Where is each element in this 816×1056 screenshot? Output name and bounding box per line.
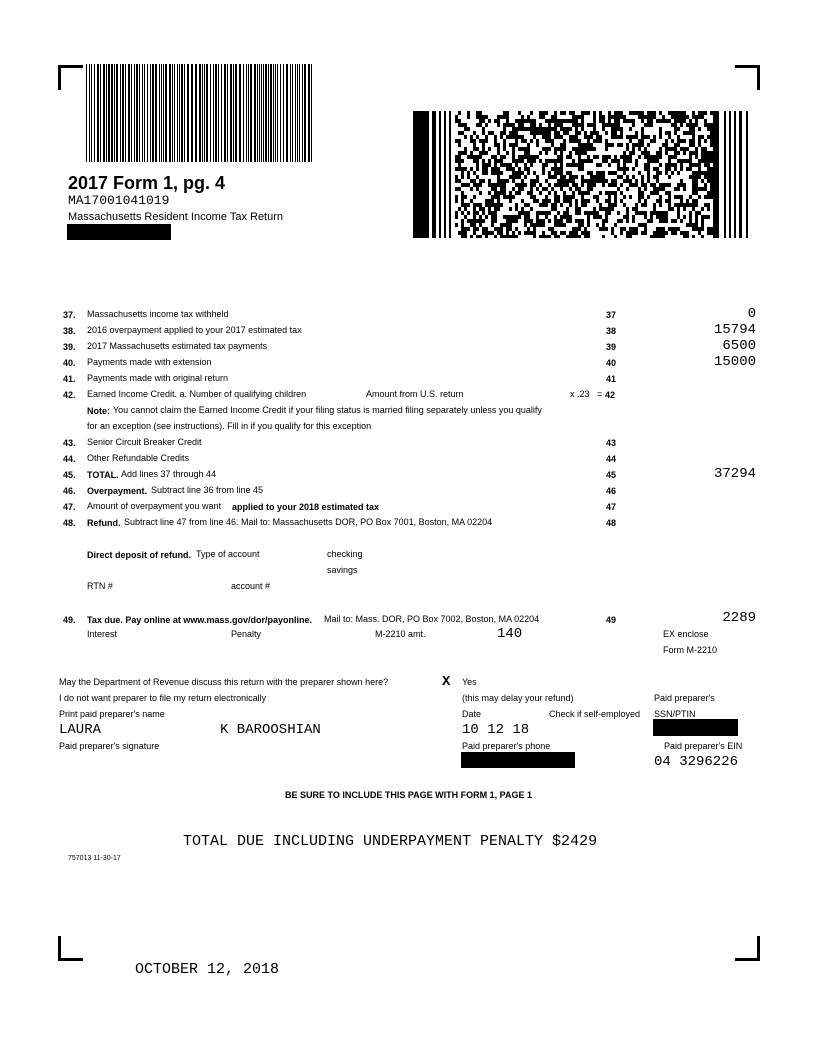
line-40-amount[interactable]: 15000: [713, 354, 756, 370]
yes-checkbox-mark[interactable]: X: [442, 674, 451, 690]
account-label: account #: [231, 581, 271, 591]
redaction-box: [67, 224, 171, 240]
preparer-date[interactable]: 10 12 18: [462, 722, 530, 738]
corner-mark-bottom-right: [735, 936, 760, 961]
barcode: [86, 64, 316, 162]
2d-barcode: [413, 111, 750, 238]
checking-option[interactable]: checking: [327, 549, 363, 559]
corner-mark-top-left: [58, 65, 83, 90]
line-45-amount[interactable]: 37294: [713, 466, 756, 482]
phone-redaction: [461, 752, 575, 768]
m2210-amount[interactable]: 140: [497, 626, 523, 642]
preparer-first-name[interactable]: LAURA: [59, 722, 102, 738]
form-title: 2017 Form 1, pg. 4: [68, 173, 226, 193]
form-code: 757013 11-30-17: [68, 855, 121, 862]
form-subtitle: Massachusetts Resident Income Tax Return: [68, 211, 284, 223]
total-due-line: TOTAL DUE INCLUDING UNDERPAYMENT PENALTY $2429: [183, 833, 598, 850]
preparer-ein[interactable]: 04 3296226: [654, 754, 739, 770]
line-49-amount[interactable]: 2289: [722, 610, 756, 626]
savings-option[interactable]: savings: [327, 565, 358, 575]
corner-mark-bottom-left: [58, 936, 83, 961]
line-39-amount[interactable]: 6500: [722, 338, 756, 354]
rtn-label: RTN #: [87, 581, 113, 591]
form-id: MA17001041019: [68, 193, 170, 208]
corner-mark-top-right: [735, 65, 760, 90]
line-38-amount[interactable]: 15794: [713, 322, 756, 338]
footer-date: OCTOBER 12, 2018: [135, 961, 280, 978]
ssn-redaction: [653, 719, 738, 736]
include-note: BE SURE TO INCLUDE THIS PAGE WITH FORM 1, PAGE 1: [285, 790, 533, 800]
line-37-amount[interactable]: 0: [747, 306, 756, 322]
preparer-last-name[interactable]: K BAROOSHIAN: [220, 722, 321, 738]
